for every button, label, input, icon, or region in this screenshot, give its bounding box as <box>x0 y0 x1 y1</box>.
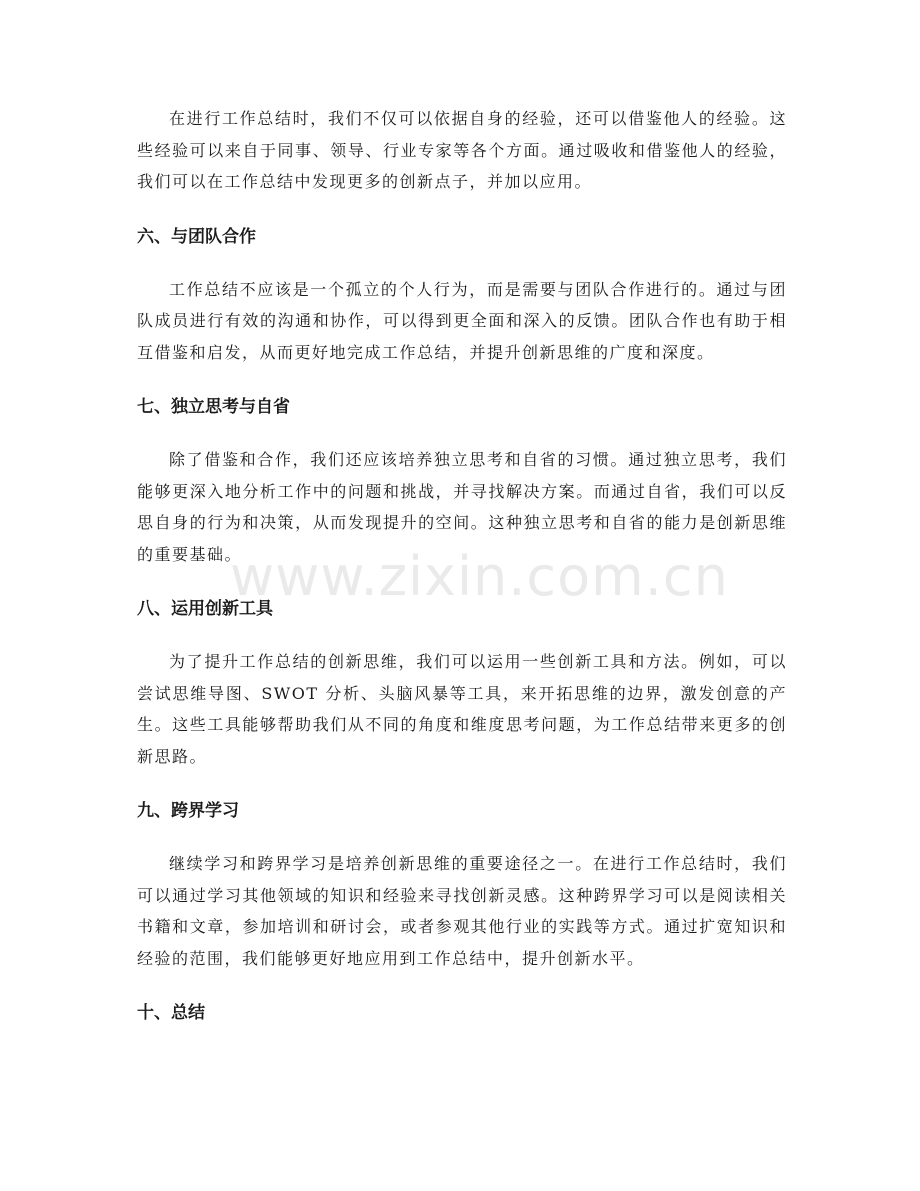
paragraph-intro: 在进行工作总结时，我们不仅可以依据自身的经验，还可以借鉴他人的经验。这些经验可以来自于同事、领导、行业专家等各个方面。通过吸收和借鉴他人的经验，我们可以在工作总结中发现更多的创新点子，并加以应用。 <box>137 109 787 191</box>
paragraph-innovation-tools: 为了提升工作总结的创新思维，我们可以运用一些创新工具和方法。例如，可以尝试思维导图、SWOT 分析、头脑风暴等工具，来开拓思维的边界，激发创意的产生。这些工具能够帮助我们从不同的角度和维度思考问题，为工作总结带来更多的创新思路。 <box>137 652 787 766</box>
heading-cross-learning: 九、跨界学习 <box>137 801 239 821</box>
watermark-text: www.zixin.com.cn <box>230 545 729 608</box>
paragraph-team-cooperation: 工作总结不应该是一个孤立的个人行为，而是需要与团队合作进行的。通过与团队成员进行有效的沟通和协作，可以得到更全面和深入的反馈。团队合作也有助于相互借鉴和启发，从而更好地完成工作总结，并提升创新思维的广度和深度。 <box>137 279 787 362</box>
heading-innovation-tools: 八、运用创新工具 <box>137 599 273 619</box>
paragraph-independent-thinking: 除了借鉴和合作，我们还应该培养独立思考和自省的习惯。通过独立思考，我们能够更深入地分析工作中的问题和挑战，并寻找解决方案。而通过自省，我们可以反思自身的行为和决策，从而发现提升的空间。这种独立思考和自省的能力是创新思维的重要基础。 <box>137 450 787 564</box>
heading-independent-thinking: 七、独立思考与自省 <box>137 397 290 417</box>
heading-summary: 十、总结 <box>137 1003 205 1023</box>
heading-team-cooperation: 六、与团队合作 <box>137 226 256 247</box>
paragraph-cross-learning: 继续学习和跨界学习是培养创新思维的重要途径之一。在进行工作总结时，我们可以通过学习其他领域的知识和经验来寻找创新灵感。这种跨界学习可以是阅读相关书籍和文章，参加培训和研讨会，或者参观其他行业的实践等方式。通过扩宽知识和经验的范围，我们能够更好地应用到工作总结中，提升创新水平。 <box>137 854 787 968</box>
document-body <box>137 103 787 1025</box>
